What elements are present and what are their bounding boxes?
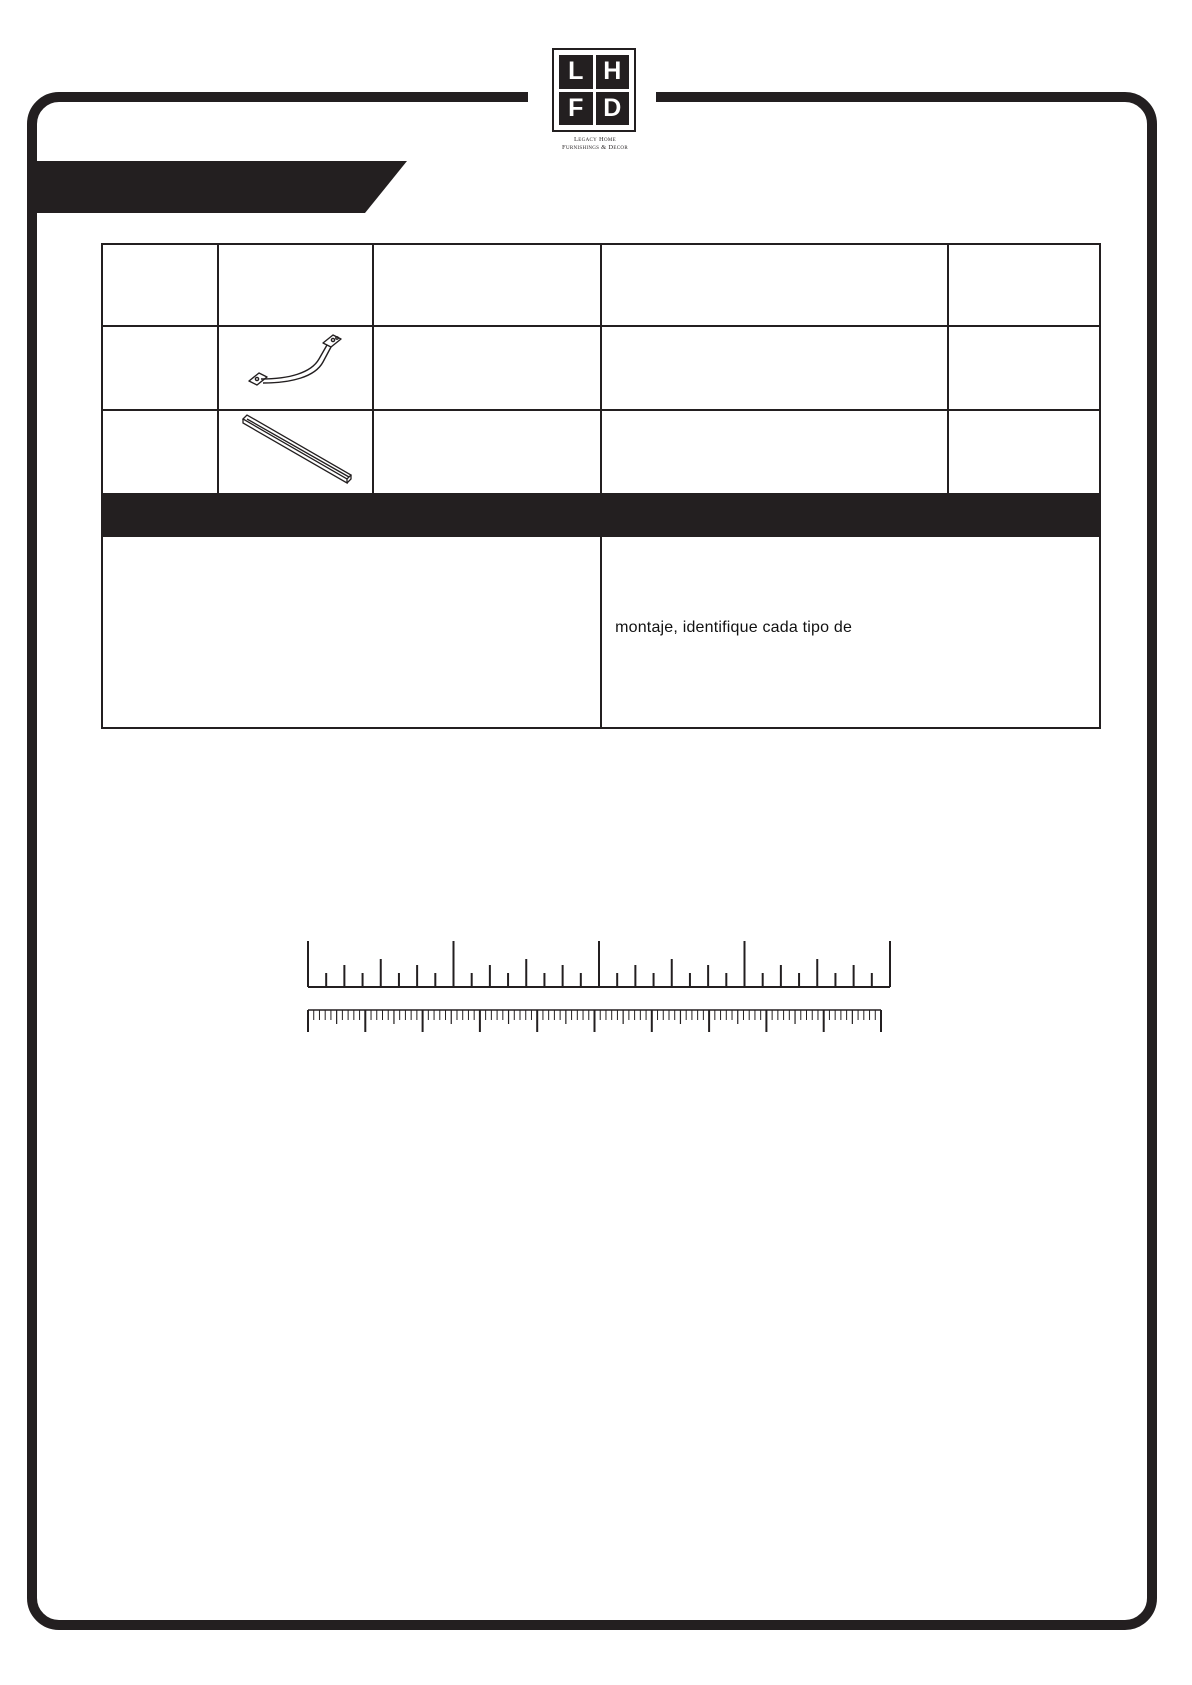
brand-line-2: Furnishings & Decor: [562, 143, 628, 151]
header-cell: [373, 244, 601, 326]
section-band: [102, 494, 1100, 536]
brand-line-1: Legacy Home: [574, 136, 616, 143]
part-cell: [102, 326, 218, 410]
table-header-row: [102, 244, 1100, 326]
note-left-cell: [102, 536, 601, 728]
part-cell: [948, 410, 1100, 494]
header-cell: [218, 244, 373, 326]
table-row: [102, 326, 1100, 410]
band-cell: [102, 494, 1100, 536]
brand-logo: [552, 48, 636, 132]
handle-icon: [219, 327, 372, 404]
header-cell: [948, 244, 1100, 326]
part-cell: [948, 326, 1100, 410]
logo-letter-l: L: [559, 55, 593, 89]
parts-table: [101, 243, 1101, 729]
part-image-cell: [218, 326, 373, 410]
part-image-cell: [218, 410, 373, 494]
brand-tagline: [540, 136, 650, 151]
notes-row: [102, 536, 1100, 728]
part-cell: [373, 410, 601, 494]
header-cell: [601, 244, 948, 326]
logo-letter-d: D: [596, 92, 630, 126]
table-row: [102, 410, 1100, 494]
logo-letter-h: H: [596, 55, 630, 89]
header-cell: [102, 244, 218, 326]
note-right-cell: [601, 536, 1100, 728]
part-cell: [601, 410, 948, 494]
section-banner: [37, 161, 407, 213]
rail-icon: [219, 411, 372, 488]
part-cell: [373, 326, 601, 410]
logo-letter-f: F: [559, 92, 593, 126]
measuring-ruler: [300, 925, 900, 1035]
part-cell: [102, 410, 218, 494]
note-text: montaje, identifique cada tipo de: [615, 619, 853, 636]
part-cell: [601, 326, 948, 410]
